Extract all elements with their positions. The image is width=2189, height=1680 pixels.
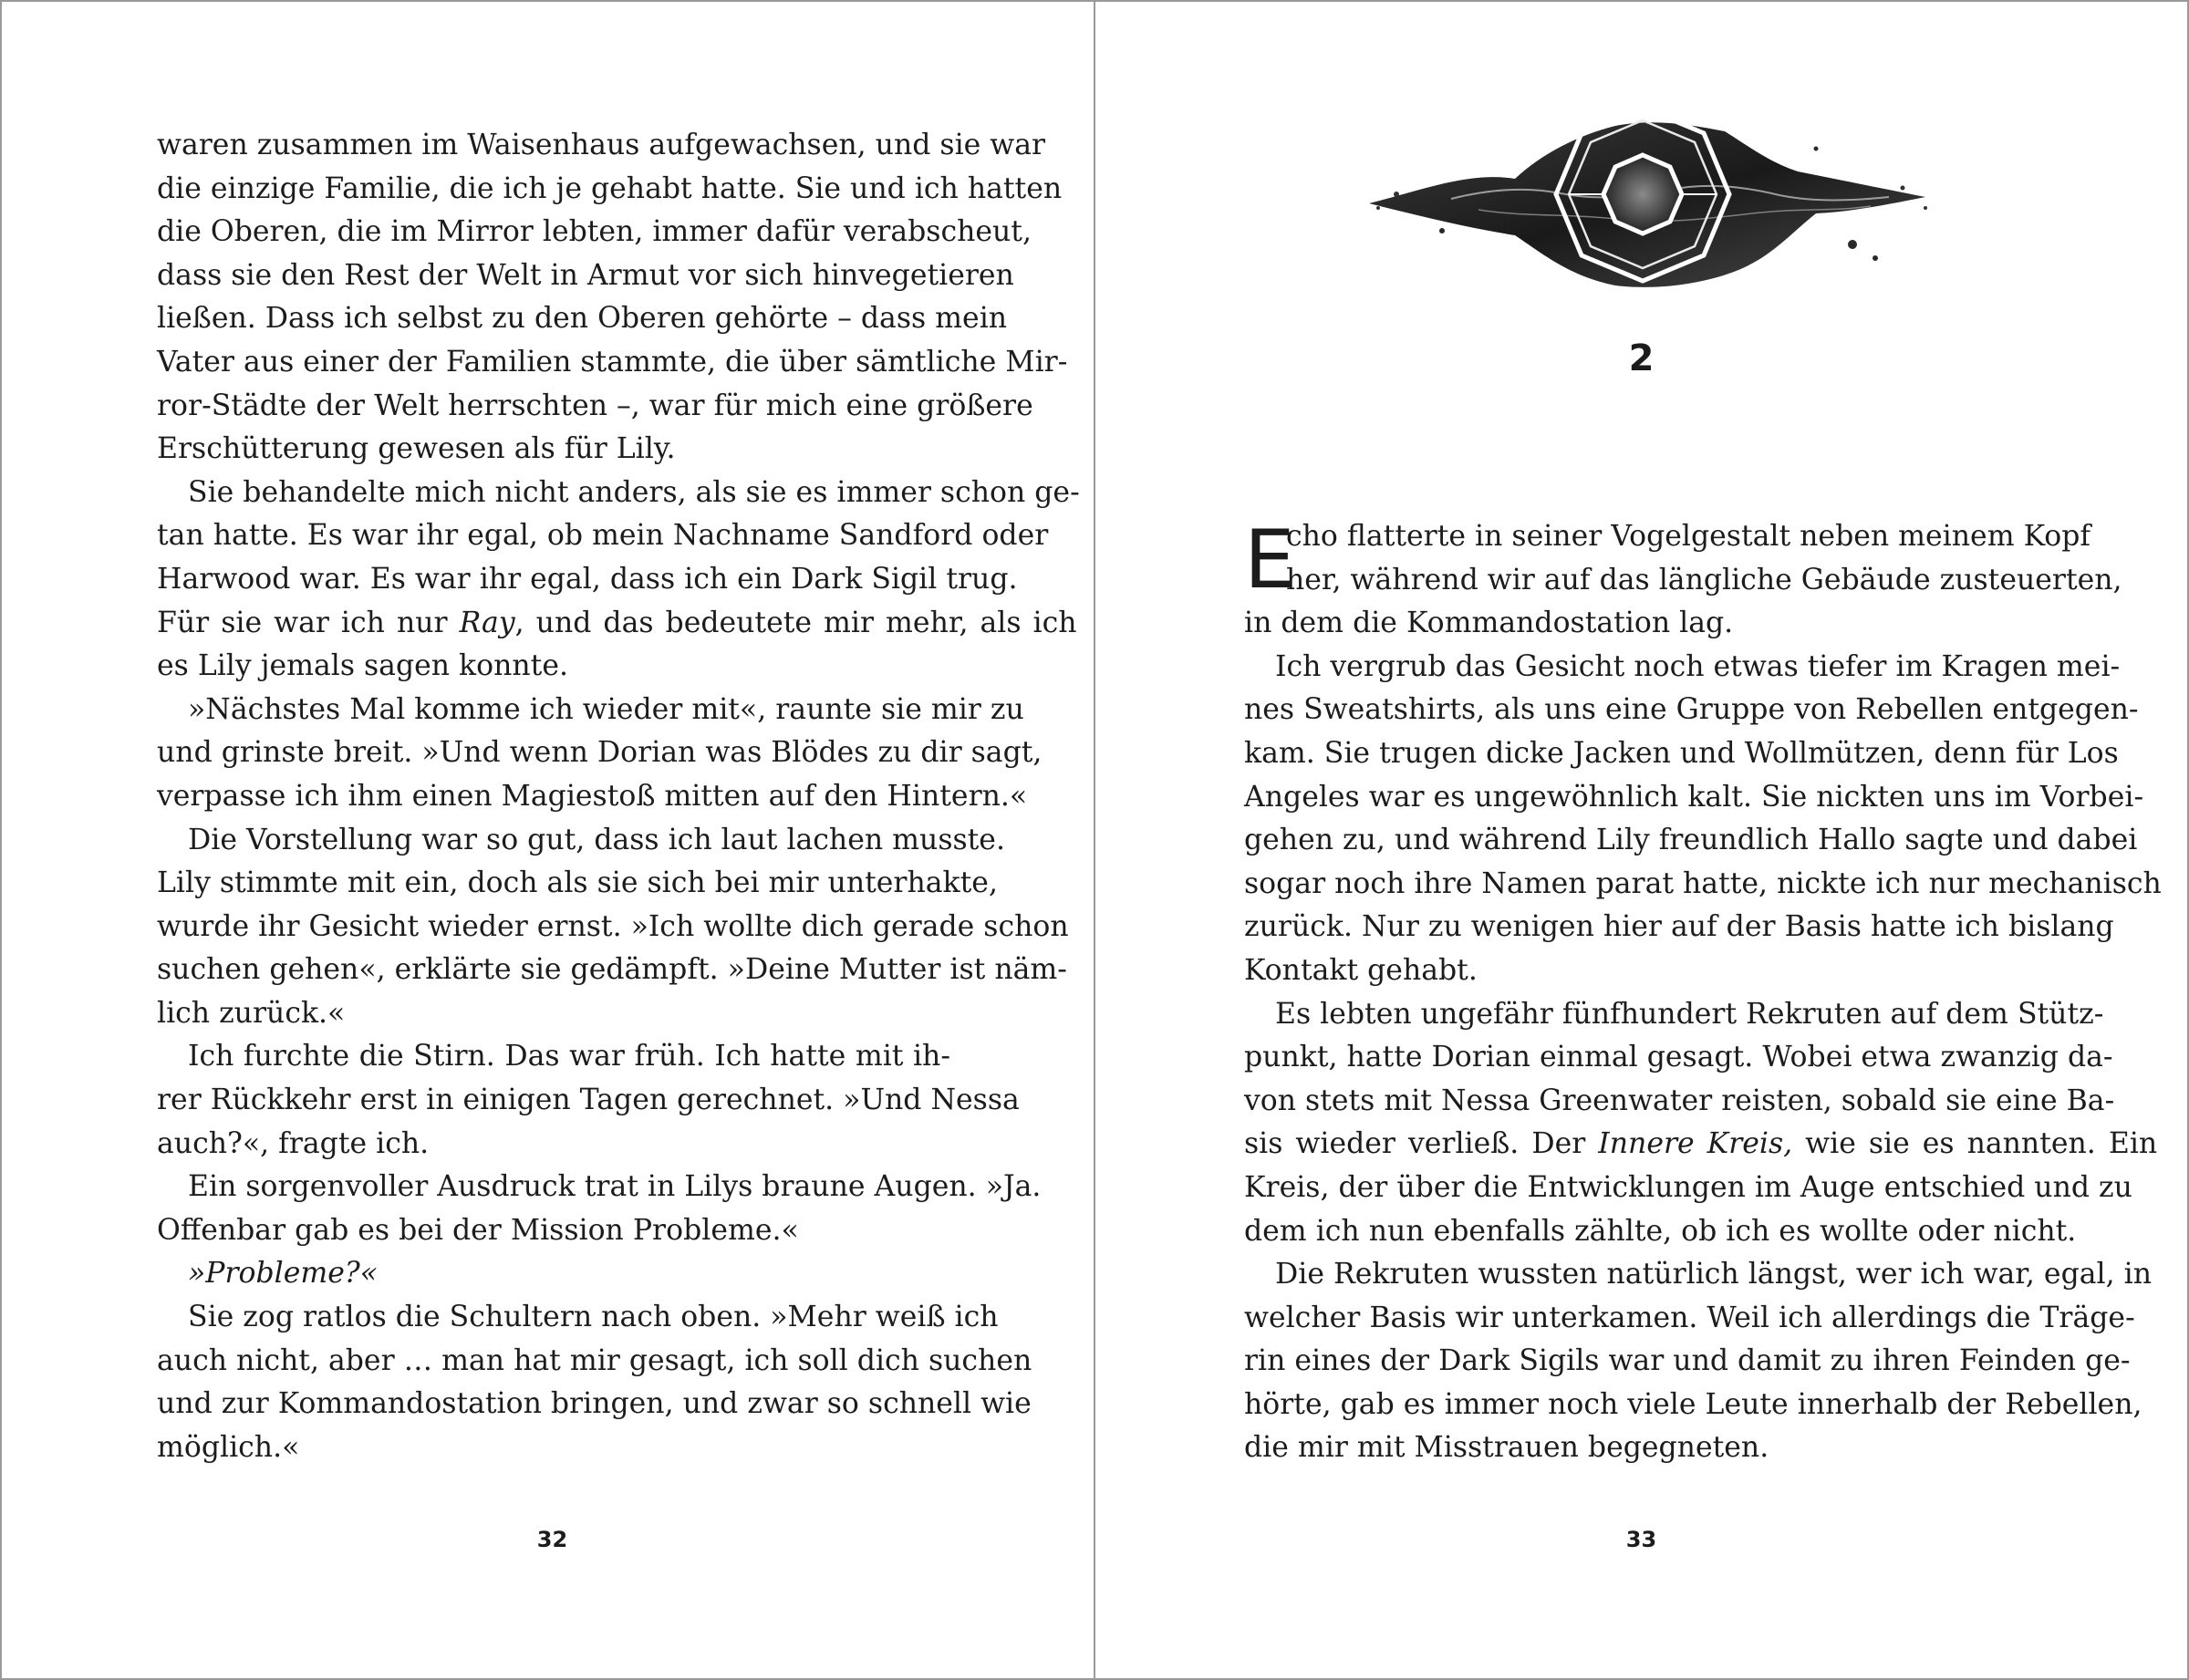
- text-line: gehen zu, und während Lily freundlich Hallo sagte und dabei: [1244, 824, 2138, 857]
- text-line: die Oberen, die im Mirror lebten, immer dafür verabscheut,: [157, 215, 1032, 249]
- text-line: Offenbar gab es bei der Mission Probleme.«: [157, 1213, 799, 1247]
- text-line: Sie behandelte mich nicht anders, als sie es immer schon ge-: [188, 475, 1080, 509]
- text-line: rin eines der Dark Sigils war und damit zu ihren Feinden ge-: [1244, 1344, 2131, 1378]
- text-line: Lily stimmte mit ein, doch als sie sich bei mir unterhakte,: [157, 866, 998, 900]
- text-line: sogar noch ihre Namen parat hatte, nickte ich nur mechanisch: [1244, 866, 2162, 900]
- text-line: [157, 1252, 950, 1296]
- text-line: und grinste breit. »Und wenn Dorian was Blödes zu dir sagt,: [157, 736, 1043, 770]
- italic-phrase: Innere Kreis,: [1598, 1127, 1793, 1161]
- text-line: die einzige Familie, die ich je gehabt hatte. Sie und ich hatten: [157, 171, 1063, 205]
- text-line: nes Sweatshirts, als uns eine Gruppe von Rebellen entgegen-: [1244, 693, 2139, 727]
- text-line: Vater aus einer der Familien stammte, die über sämtliche Mir-: [157, 345, 1068, 379]
- text-line: zurück. Nur zu wenigen hier auf der Basis hatte ich bislang: [1244, 910, 2114, 944]
- text-line: lich zurück.«: [157, 996, 346, 1030]
- text-line: auch nicht, aber … man hat mir gesagt, ich soll dich suchen: [157, 1343, 1032, 1377]
- text-line: und zur Kommandostation bringen, und zwar so schnell wie: [157, 1387, 1032, 1421]
- text-line: tan hatte. Es war ihr egal, ob mein Nachname Sandford oder: [157, 519, 1049, 553]
- page-number: 33: [1625, 1527, 1657, 1552]
- left-page-body: [157, 124, 1080, 1469]
- text-line: ließen. Dass ich selbst zu den Oberen gehörte – dass mein: [157, 302, 1008, 336]
- text-line: die mir mit Misstrauen begegneten.: [1244, 1431, 1769, 1465]
- text-line: welcher Basis wir unterkamen. Weil ich allerdings die Träge-: [1244, 1301, 2135, 1334]
- text-line: Ich furchte die Stirn. Das war früh. Ich hatte mit ih-: [188, 1040, 950, 1073]
- text-line: Harwood war. Es war ihr egal, dass ich ein Dark Sigil trug.: [157, 562, 1018, 596]
- text-line: rer Rückkehr erst in einigen Tagen gerechnet. »Und Nessa: [157, 1084, 1020, 1117]
- text-line: Es lebten ungefähr fünfhundert Rekruten auf dem Stütz-: [1275, 997, 2104, 1031]
- text-line: Sie zog ratlos die Schultern nach oben. »Mehr weiß ich: [188, 1301, 999, 1334]
- text-segment: Für sie war ich nur: [157, 606, 460, 639]
- text-line: cho flatterte in seiner Vogelgestalt neben meinem Kopf: [1286, 520, 2091, 553]
- text-line: von stets mit Nessa Greenwater reisten, sobald sie eine Ba-: [1244, 1084, 2115, 1117]
- text-line: Ein sorgenvoller Ausdruck trat in Lilys braune Augen. »Ja.: [188, 1170, 1042, 1204]
- text-line: hörte, gab es immer noch viele Leute innerhalb der Rebellen,: [1244, 1387, 2142, 1421]
- text-line: Kreis, der über die Entwicklungen im Auge entschied und zu: [1244, 1170, 2132, 1204]
- chapter-ornament-icon: [1342, 99, 1944, 308]
- text-line: auch?«, fragte ich.: [157, 1126, 430, 1160]
- text-segment: wie sie es nannten. Ein: [1792, 1127, 2158, 1161]
- text-line: in dem die Kommandostation lag.: [1244, 607, 1734, 640]
- text-line: dass sie den Rest der Welt in Armut vor sich hinvegetieren: [157, 258, 1014, 292]
- text-line: suchen gehen«, erklärte sie gedämpft. »Deine Mutter ist näm-: [157, 953, 1067, 987]
- drop-cap: E: [1244, 513, 1295, 607]
- italic-name: Ray: [459, 606, 515, 639]
- text-line: Die Vorstellung war so gut, dass ich laut lachen musste.: [188, 823, 1005, 856]
- text-line: waren zusammen im Waisenhaus aufgewachsen, und sie war: [157, 129, 1046, 161]
- text-line: verpasse ich ihm einen Magiestoß mitten auf den Hintern.«: [157, 779, 1028, 813]
- text-segment: sis wieder verließ. Der: [1244, 1127, 1599, 1161]
- text-line: [157, 602, 1077, 646]
- right-page: [1094, 0, 2189, 1680]
- text-line: Erschütterung gewesen als für Lily.: [157, 432, 676, 466]
- text-line: ror-Städte der Welt herrschten –, war für mich eine größere: [157, 389, 1033, 422]
- text-line: dem ich nun ebenfalls zählte, ob ich es wollte oder nicht.: [1244, 1214, 2077, 1248]
- text-line: »Nächstes Mal komme ich wieder mit«, raunte sie mir zu: [188, 692, 1024, 726]
- text-line: Die Rekruten wussten natürlich längst, wer ich war, egal, in: [1275, 1258, 2152, 1291]
- text-segment: , und das bedeutete mir mehr, als ich: [514, 606, 1077, 639]
- italic-line: »Probleme?«: [188, 1257, 379, 1291]
- text-line: Ich vergrub das Gesicht noch etwas tiefer im Kragen mei-: [1275, 649, 2121, 683]
- text-line: her, während wir auf das längliche Gebäude zusteuerten,: [1286, 563, 2122, 596]
- page-number: 32: [536, 1527, 568, 1552]
- right-page-body: [1244, 513, 2162, 1470]
- chapter-number: 2: [1628, 337, 1655, 379]
- text-line: kam. Sie trugen dicke Jacken und Wollmützen, denn für Los: [1244, 736, 2119, 770]
- text-line: wurde ihr Gesicht wieder ernst. »Ich wollte dich gerade schon: [157, 909, 1069, 943]
- text-line: Angeles war es ungewöhnlich kalt. Sie nickten uns im Vorbei-: [1244, 780, 2144, 814]
- text-line: punkt, hatte Dorian einmal gesagt. Wobei etwa zwanzig da-: [1244, 1041, 2113, 1074]
- text-line: möglich.«: [157, 1430, 300, 1464]
- text-line: [1244, 1123, 2158, 1167]
- text-line: Kontakt gehabt.: [1244, 953, 1478, 987]
- text-line: es Lily jemals sagen konnte.: [157, 649, 568, 683]
